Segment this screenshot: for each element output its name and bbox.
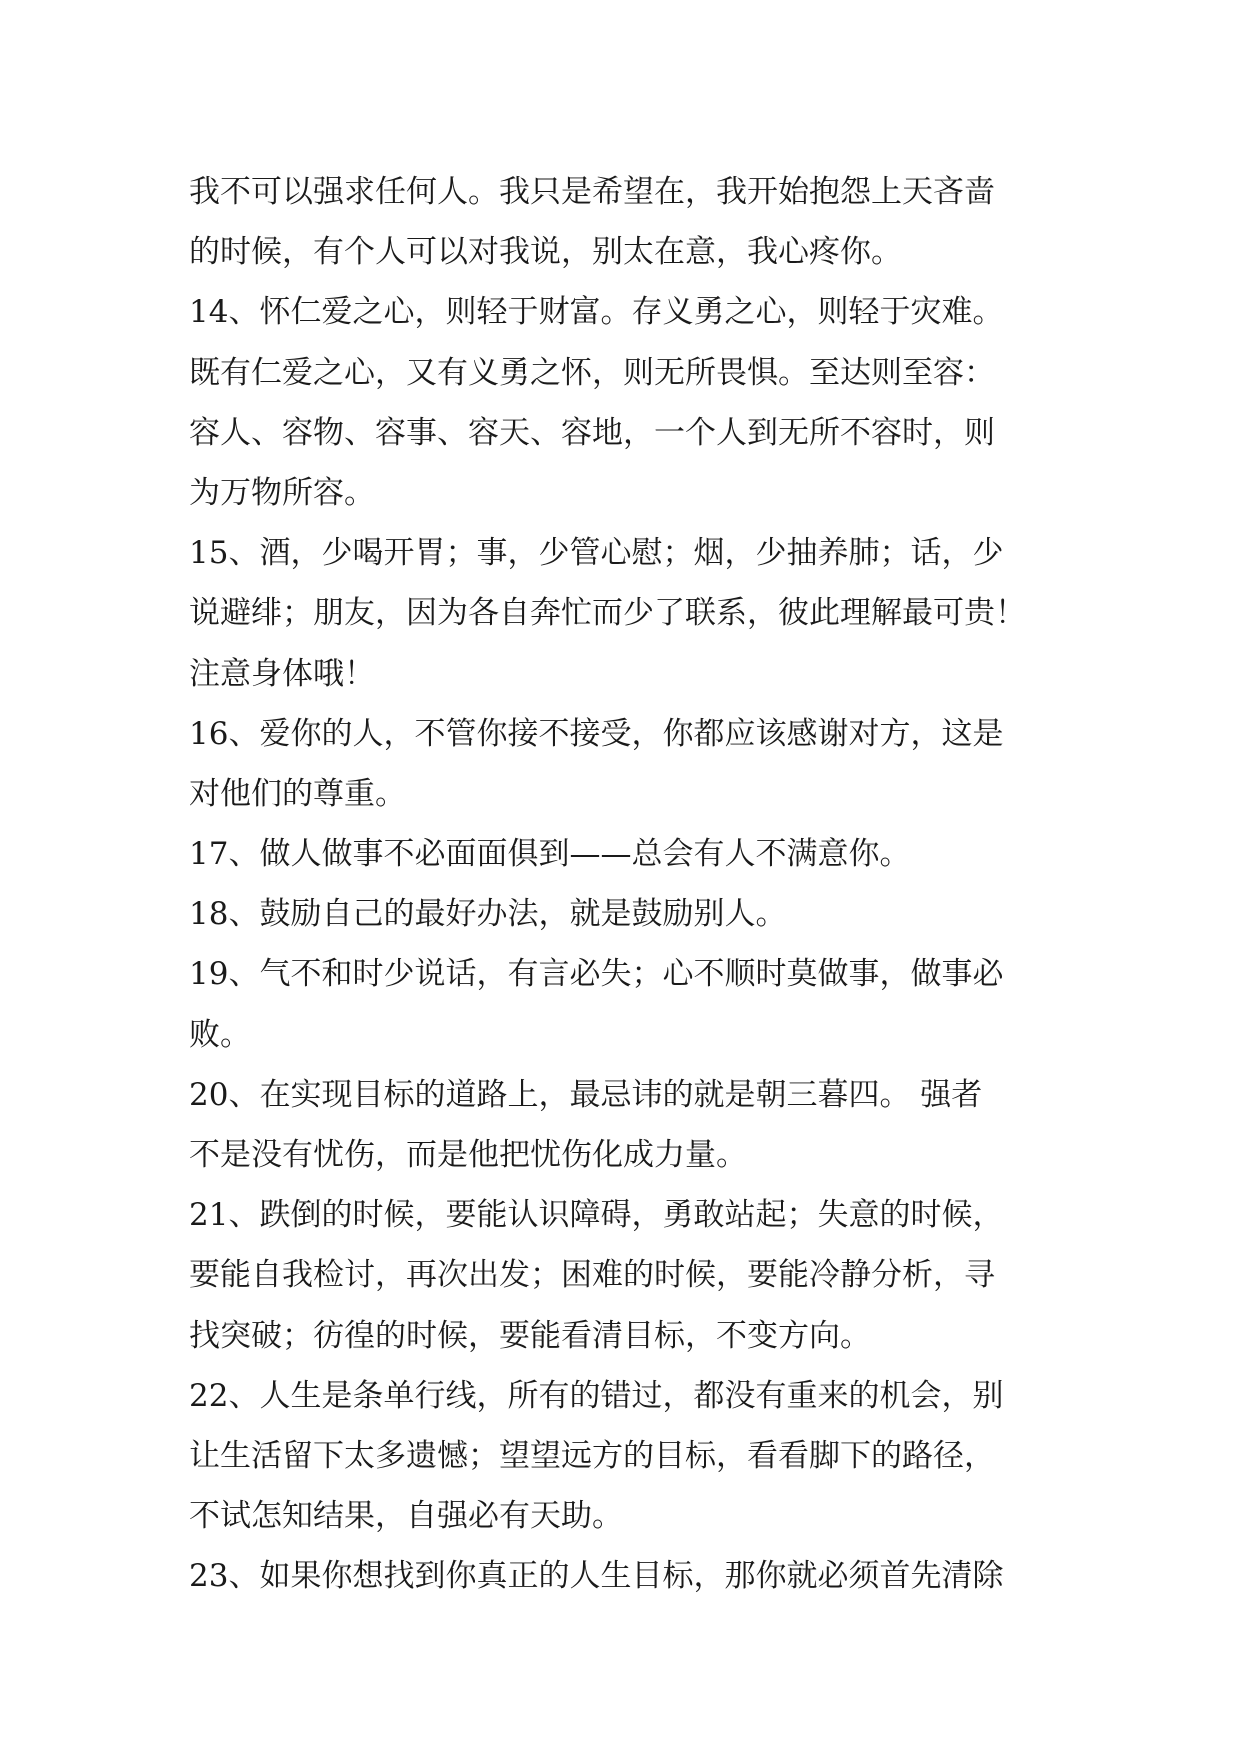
text-line: 16、爱你的人，不管你接不接受，你都应该感谢对方，这是 — [189, 715, 1004, 752]
text-line: 为万物所容。 — [189, 474, 375, 511]
text-line: 17、做人做事不必面面俱到——总会有人不满意你。 — [189, 836, 911, 873]
text-line: 20、在实现目标的道路上，最忌讳的就是朝三暮四。 强者 — [189, 1076, 983, 1113]
text-line: 15、酒，少喝开胃；事，少管心慰；烟，少抽养肺；话，少 — [189, 535, 1004, 572]
text-line: 容人、容物、容事、容天、容地，一个人到无所不容时，则 — [189, 414, 995, 451]
text-line: 21、跌倒的时候，要能认识障碍，勇敢站起；失意的时候， — [189, 1197, 1004, 1234]
text-line: 要能自我检讨，再次出发；困难的时候，要能冷静分析，寻 — [189, 1257, 995, 1294]
text-line: 对他们的尊重。 — [189, 775, 406, 812]
text-line: 让生活留下太多遗憾；望望远方的目标，看看脚下的路径， — [189, 1437, 995, 1474]
document-body — [189, 162, 1089, 1607]
text-line: 不是没有忧伤，而是他把忧伤化成力量。 — [189, 1137, 747, 1173]
text-line: 败。 — [189, 1016, 251, 1053]
text-line: 22、人生是条单行线，所有的错过，都没有重来的机会，别 — [189, 1377, 1004, 1414]
text-line: 我不可以强求任何人。我只是希望在，我开始抱怨上天吝啬 — [189, 174, 995, 210]
text-line: 14、怀仁爱之心，则轻于财富。存义勇之心，则轻于灾难。 — [189, 294, 1004, 331]
text-line: 注意身体哦！ — [189, 655, 375, 692]
text-line: 说避绯；朋友，因为各自奔忙而少了联系，彼此理解最可贵！ — [189, 595, 1026, 632]
text-line: 的时候，有个人可以对我说，别太在意，我心疼你。 — [189, 234, 902, 271]
text-line: 找突破；彷徨的时候，要能看清目标，不变方向。 — [189, 1317, 871, 1354]
text-line: 18、鼓励自己的最好办法，就是鼓励别人。 — [189, 896, 787, 933]
text-line: 23、如果你想找到你真正的人生目标，那你就必须首先清除 — [189, 1558, 1004, 1595]
text-line: 既有仁爱之心，又有义勇之怀，则无所畏惧。至达则至容： — [189, 354, 995, 391]
text-line: 不试怎知结果，自强必有天助。 — [189, 1498, 623, 1535]
text-line: 19、气不和时少说话，有言必失；心不顺时莫做事，做事必 — [189, 956, 1004, 993]
